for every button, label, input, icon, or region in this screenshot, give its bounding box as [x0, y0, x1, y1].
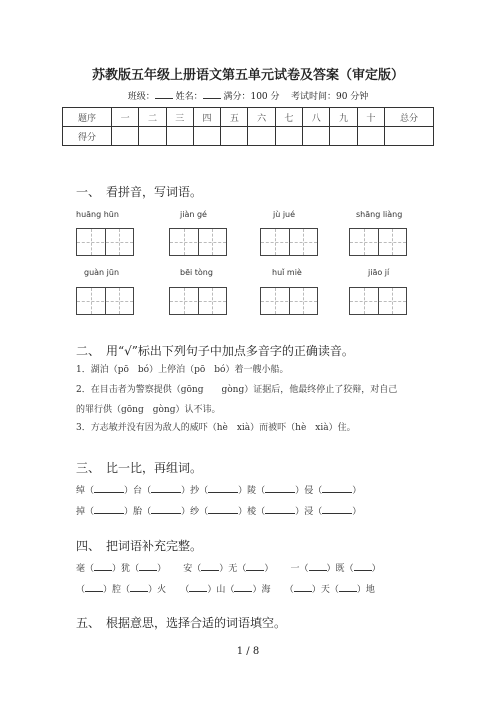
char: 胎: [133, 507, 143, 517]
pinyin-label: guàn jūn: [84, 268, 120, 277]
char: 山: [216, 585, 226, 595]
question-line: 的罪行供（gōng gòng）认不讳。: [76, 405, 221, 415]
score-cell[interactable]: [166, 127, 193, 146]
answer-blank[interactable]: [139, 560, 157, 571]
pinyin-label: huāng hūn: [76, 210, 119, 219]
answer-blank[interactable]: [339, 581, 357, 592]
score-cell[interactable]: [139, 127, 166, 146]
class-field[interactable]: [155, 89, 173, 99]
score-header: 八: [303, 108, 330, 127]
name-label: 姓名：: [175, 92, 203, 102]
char: 纱: [190, 507, 200, 517]
char: 海: [261, 585, 271, 595]
full-score: 满分：100 分: [223, 92, 280, 102]
section-title: 把词语补充完整。: [106, 539, 203, 553]
section-title: 用“√”标出下列句子中加点多音字的正确读音。: [106, 344, 354, 358]
writing-box[interactable]: [349, 287, 407, 315]
char: 抄: [190, 486, 200, 496]
char: 一: [290, 564, 300, 574]
score-header: 总分: [385, 108, 434, 127]
idiom-row: （ ）腔（ ）火 （ ）山（ ）海 （ ）天（ ）地: [76, 581, 375, 595]
score-header: 三: [166, 108, 193, 127]
section-2-heading: [76, 342, 354, 359]
char: 掉: [76, 507, 86, 517]
answer-blank[interactable]: [354, 560, 372, 571]
score-table: [62, 107, 434, 146]
score-header: 七: [275, 108, 302, 127]
section-number: 四、: [76, 539, 101, 553]
page-title: 苏教版五年级上册语文第五单元试卷及答案（审定版）: [91, 68, 404, 83]
writing-box[interactable]: [349, 228, 407, 256]
pinyin-label: shāng liàng: [356, 210, 403, 219]
writing-box[interactable]: [169, 287, 227, 315]
pinyin-label: jiāo jí: [368, 268, 390, 277]
writing-box[interactable]: [260, 228, 318, 256]
answer-blank[interactable]: [246, 560, 264, 571]
section-title: 比一比，再组词。: [106, 461, 203, 475]
pinyin-label: jù jué: [273, 210, 296, 219]
answer-blank[interactable]: [234, 581, 252, 592]
answer-blank[interactable]: [151, 482, 181, 493]
char: 天: [320, 585, 330, 595]
char: 台: [133, 486, 143, 496]
score-header: 题序: [63, 108, 112, 127]
score-header: 一: [112, 108, 139, 127]
score-cell[interactable]: [112, 127, 139, 146]
student-info: [0, 89, 496, 102]
score-row: [63, 127, 434, 146]
compare-row: 掉（ ）胎（ ）纱（ ）棱（ ）浸（ ）: [76, 503, 361, 517]
score-header-row: [63, 108, 434, 127]
char: 既: [335, 564, 345, 574]
section-3-heading: [76, 459, 202, 476]
answer-blank[interactable]: [94, 482, 124, 493]
answer-blank[interactable]: [94, 503, 124, 514]
pinyin-label: jiàn gé: [180, 210, 207, 219]
pinyin-label: huǐ miè: [272, 268, 302, 277]
score-cell[interactable]: [385, 127, 434, 146]
answer-blank[interactable]: [309, 560, 327, 571]
score-header: 四: [193, 108, 220, 127]
score-header: 二: [139, 108, 166, 127]
score-cell[interactable]: [193, 127, 220, 146]
answer-blank[interactable]: [85, 581, 103, 592]
answer-blank[interactable]: [201, 560, 219, 571]
char: 无: [228, 564, 238, 574]
question-line: 3．方志敏并没有因为敌人的威吓（hè xià）而被吓（hè xià）住。: [76, 423, 356, 433]
answer-blank[interactable]: [208, 482, 238, 493]
char: 浸: [304, 507, 314, 517]
section-1-heading: [76, 183, 202, 200]
exam-time: 考试时间：90 分钟: [290, 92, 369, 102]
section-5-heading: [76, 614, 286, 631]
score-cell[interactable]: [248, 127, 275, 146]
answer-blank[interactable]: [151, 503, 181, 514]
char: 地: [365, 585, 375, 595]
section-number: 五、: [76, 616, 101, 630]
score-cell[interactable]: [330, 127, 357, 146]
question-line: 1．湖泊（pō bó）上停泊（pō bó）着一艘小船。: [76, 365, 289, 375]
writing-box[interactable]: [76, 228, 134, 256]
char: 陵: [247, 486, 257, 496]
section-title: 看拼音，写词语。: [106, 185, 203, 199]
answer-blank[interactable]: [189, 581, 207, 592]
name-field[interactable]: [203, 89, 221, 99]
answer-blank[interactable]: [208, 503, 238, 514]
answer-blank[interactable]: [265, 503, 295, 514]
score-cell[interactable]: [275, 127, 302, 146]
answer-blank[interactable]: [322, 503, 352, 514]
pinyin-label: bēi tòng: [180, 268, 213, 277]
section-number: 二、: [76, 344, 101, 358]
char: 棱: [247, 507, 257, 517]
char: 绰: [76, 486, 86, 496]
char: 火: [157, 585, 167, 595]
score-cell[interactable]: [357, 127, 384, 146]
writing-box[interactable]: [169, 228, 227, 256]
section-number: 一、: [76, 185, 101, 199]
char: 安: [183, 564, 193, 574]
answer-blank[interactable]: [265, 482, 295, 493]
page-number: 1 / 8: [236, 646, 260, 657]
question-line: 2．在目击者为警察提供（gōng gòng）证据后，他最终停止了狡辩，对自己: [76, 385, 398, 395]
score-header: 九: [330, 108, 357, 127]
char: 腔: [112, 585, 122, 595]
char: 犹: [121, 564, 131, 574]
writing-box[interactable]: [76, 287, 134, 315]
writing-box[interactable]: [260, 287, 318, 315]
answer-blank[interactable]: [94, 560, 112, 571]
score-row-label: 得分: [63, 127, 112, 146]
score-cell[interactable]: [221, 127, 248, 146]
answer-blank[interactable]: [130, 581, 148, 592]
answer-blank[interactable]: [294, 581, 312, 592]
char: 毫: [76, 564, 86, 574]
section-4-heading: [76, 537, 202, 554]
score-cell[interactable]: [303, 127, 330, 146]
score-header: 十: [357, 108, 384, 127]
score-header: 五: [221, 108, 248, 127]
section-number: 三、: [76, 461, 101, 475]
char: 侵: [304, 486, 314, 496]
section-title: 根据意思，选择合适的词语填空。: [106, 616, 287, 630]
idiom-row: 毫（ ）犹（ ） 安（ ）无（ ） 一（ ）既（ ）: [76, 560, 381, 574]
score-header: 六: [248, 108, 275, 127]
class-label: 班级：: [127, 92, 155, 102]
compare-row: 绰（ ）台（ ）抄（ ）陵（ ）侵（ ）: [76, 482, 361, 496]
answer-blank[interactable]: [322, 482, 352, 493]
